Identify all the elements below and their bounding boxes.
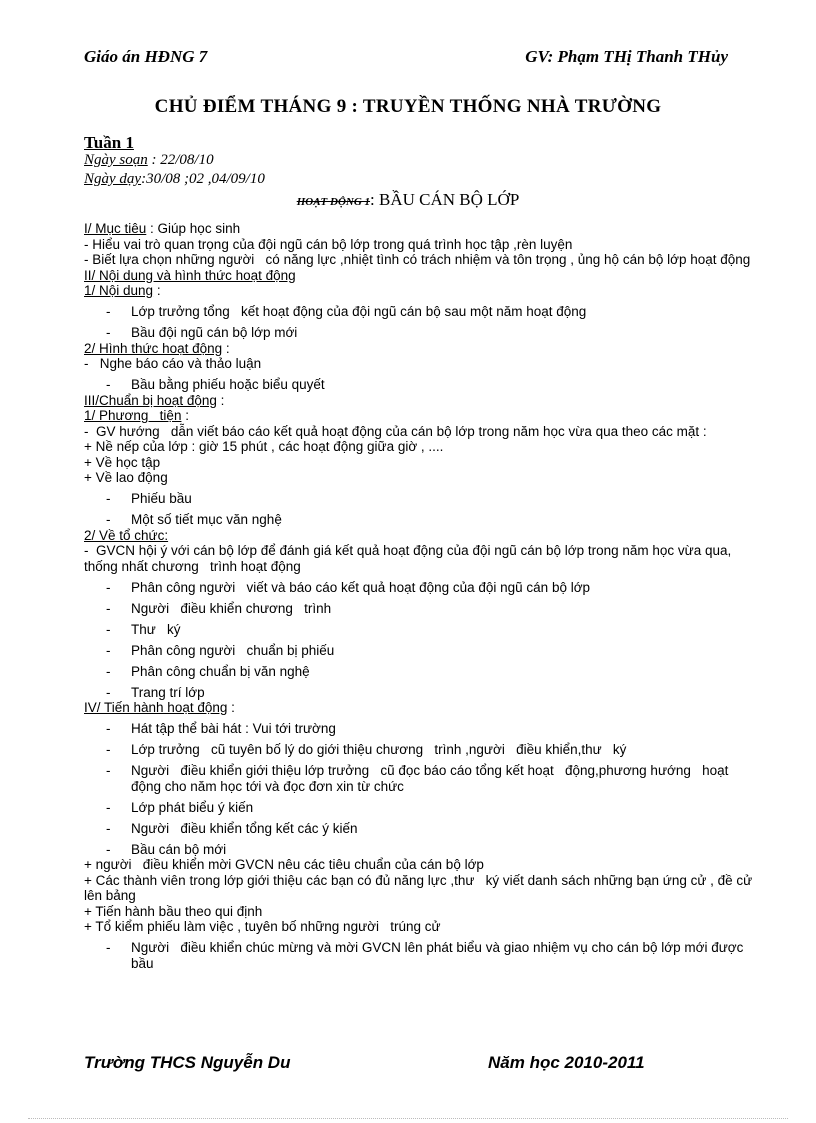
list-item bbox=[84, 800, 754, 816]
text-segment: : bbox=[222, 340, 230, 356]
text-line bbox=[84, 393, 754, 409]
text-segment: + Các thành viên trong lớp giới thiệu các bạn có đủ năng lực ,thư ký viết danh sách những bạn ứng cử , đề cử lên bảng bbox=[84, 872, 756, 903]
activity-heading bbox=[0, 190, 816, 210]
text-line bbox=[84, 341, 754, 357]
prep-date-label: Ngày soạn bbox=[84, 152, 148, 168]
text-segment: + Tổ kiểm phiếu làm việc , tuyên bố những người trúng cử bbox=[84, 919, 441, 934]
text-line bbox=[84, 857, 754, 873]
text-segment: + Về học tập bbox=[84, 454, 161, 470]
list-item bbox=[84, 763, 754, 794]
text-segment: + Về lao động bbox=[84, 470, 168, 485]
footer-right: Năm học 2010-2011 bbox=[488, 1053, 645, 1072]
text-line bbox=[84, 543, 754, 574]
section-heading: 2/ Về tổ chức: bbox=[84, 527, 169, 543]
text-line bbox=[84, 700, 754, 716]
text-segment: : Giúp học sinh bbox=[146, 221, 241, 236]
list-item-text: Người điều khiển tổng kết các ý kiến bbox=[131, 820, 358, 836]
activity-label: HOẠT ĐỘNG 1 bbox=[296, 196, 371, 208]
teach-date bbox=[84, 171, 265, 188]
text-line bbox=[84, 221, 754, 237]
teach-date-label: Ngày dạy bbox=[84, 171, 142, 187]
prep-date bbox=[84, 152, 214, 169]
text-line bbox=[84, 237, 754, 253]
text-segment: + Tiến hành bầu theo qui định bbox=[84, 903, 263, 919]
week-label: Tuần 1 bbox=[84, 133, 134, 152]
header-right: GV: Phạm THị Thanh THủy bbox=[525, 47, 728, 66]
list-item bbox=[84, 580, 754, 596]
text-segment: + người điều khiển mời GVCN nêu các tiêu chuẩn của cán bộ lớp bbox=[84, 857, 484, 872]
text-line bbox=[84, 268, 754, 284]
list-item bbox=[84, 304, 754, 320]
list-item-text: Thư ký bbox=[131, 621, 181, 637]
text-segment: - Biết lựa chọn những người có năng lực ,nhiệt tình có trách nhiệm và tôn trọng , ủng hộ cán bộ lớp hoạt động bbox=[84, 252, 751, 267]
text-line bbox=[84, 873, 754, 904]
list-item bbox=[84, 664, 754, 680]
text-line bbox=[84, 439, 754, 455]
section-heading: 1/ Phương tiện bbox=[84, 408, 182, 423]
list-item bbox=[84, 622, 754, 638]
text-line bbox=[84, 470, 754, 486]
list-item-text: Lớp trưởng cũ tuyên bố lý do giới thiệu chương trình ,người điều khiển,thư ký bbox=[131, 742, 627, 757]
list-item-text: Bầu bằng phiếu hoặc biểu quyết bbox=[131, 377, 325, 392]
document-body bbox=[84, 221, 754, 971]
bottom-divider bbox=[28, 1118, 788, 1119]
header-left: Giáo án HĐNG 7 bbox=[84, 47, 208, 66]
prep-date-value: : 22/08/10 bbox=[147, 152, 214, 168]
section-heading: 2/ Hình thức hoạt động bbox=[84, 340, 223, 356]
section-heading: I/ Mục tiêu bbox=[84, 221, 147, 236]
list-item-text: Phân công người chuẩn bị phiếu bbox=[131, 642, 335, 658]
footer-left: Trường THCS Nguyễn Du bbox=[84, 1053, 291, 1072]
text-line bbox=[84, 919, 754, 935]
list-item bbox=[84, 512, 754, 528]
text-line bbox=[84, 528, 754, 544]
list-item bbox=[84, 742, 754, 758]
text-segment: + Nề nếp của lớp : giờ 15 phút , các hoạt động giữa giờ , .... bbox=[84, 439, 444, 454]
list-item bbox=[84, 940, 754, 971]
text-segment: : bbox=[181, 408, 189, 423]
activity-name: : BẦU CÁN BỘ LỚP bbox=[370, 190, 520, 209]
text-segment: - GV hướng dẫn viết báo cáo kết quả hoạt động của cán bộ lớp trong năm học vừa qua theo các mặt : bbox=[84, 423, 707, 439]
list-item-text: Phân công người viết và báo cáo kết quả hoạt động của đội ngũ cán bộ lớp bbox=[131, 579, 591, 595]
section-heading: III/Chuẩn bị hoạt động bbox=[84, 392, 217, 408]
text-line bbox=[84, 356, 754, 372]
text-line bbox=[84, 904, 754, 920]
list-item-text: Người điều khiển giới thiệu lớp trưởng cũ đọc báo cáo tổng kết hoạt động,phương hướng hoạt động cho năm học tới và đọc đơn xin từ chức bbox=[131, 763, 733, 794]
list-item-text: Bầu cán bộ mới bbox=[131, 841, 227, 857]
list-item bbox=[84, 685, 754, 701]
list-item-text: Người điều khiển chúc mừng và mời GVCN lên phát biểu và giao nhiệm vụ cho cán bộ lớp mới được bầu bbox=[131, 940, 755, 971]
page-title: CHỦ ĐIỂM THÁNG 9 : TRUYỀN THỐNG NHÀ TRƯỜNG bbox=[154, 96, 662, 117]
text-line bbox=[84, 455, 754, 471]
text-segment: - GVCN hội ý với cán bộ lớp để đánh giá kết quả hoạt động của đội ngũ cán bộ lớp trong năm học vừa qua, thống nhất chương trình hoạt động bbox=[84, 543, 736, 574]
text-segment: : bbox=[153, 283, 161, 298]
list-item-text: Một số tiết mục văn nghệ bbox=[131, 512, 282, 527]
text-segment: - Hiểu vai trò quan trọng của đội ngũ cán bộ lớp trong quá trình học tập ,rèn luyện bbox=[84, 236, 573, 252]
list-item-text: Phiếu bầu bbox=[131, 491, 192, 506]
section-heading: 1/ Nội dung bbox=[84, 283, 154, 298]
list-item bbox=[84, 491, 754, 507]
list-item-text: Lớp trưởng tổng kết hoạt động của đội ngũ cán bộ sau một năm hoạt động bbox=[131, 304, 587, 319]
text-line bbox=[84, 283, 754, 299]
teach-date-value: :30/08 ;02 ,04/09/10 bbox=[141, 171, 265, 187]
text-line bbox=[84, 252, 754, 268]
list-item bbox=[84, 721, 754, 737]
list-item-text: Lớp phát biểu ý kiến bbox=[131, 799, 254, 815]
text-segment: - Nghe báo cáo và thảo luận bbox=[84, 356, 262, 371]
text-segment: : bbox=[216, 392, 225, 408]
list-item bbox=[84, 601, 754, 617]
list-item bbox=[84, 842, 754, 858]
list-item bbox=[84, 821, 754, 837]
list-item-text: Bầu đội ngũ cán bộ lớp mới bbox=[131, 325, 298, 340]
section-heading: IV/ Tiến hành hoạt động bbox=[84, 700, 228, 715]
list-item-text: Hát tập thể bài hát : Vui tới trường bbox=[131, 721, 336, 736]
text-segment: : bbox=[227, 700, 235, 715]
section-heading: II/ Nội dung và hình thức hoạt động bbox=[84, 267, 296, 283]
list-item bbox=[84, 325, 754, 341]
text-line bbox=[84, 424, 754, 440]
list-item bbox=[84, 377, 754, 393]
list-item bbox=[84, 643, 754, 659]
text-line bbox=[84, 408, 754, 424]
list-item-text: Phân công chuẩn bị văn nghệ bbox=[131, 663, 310, 679]
list-item-text: Trang trí lớp bbox=[131, 684, 205, 700]
list-item-text: Người điều khiển chương trình bbox=[131, 600, 332, 616]
